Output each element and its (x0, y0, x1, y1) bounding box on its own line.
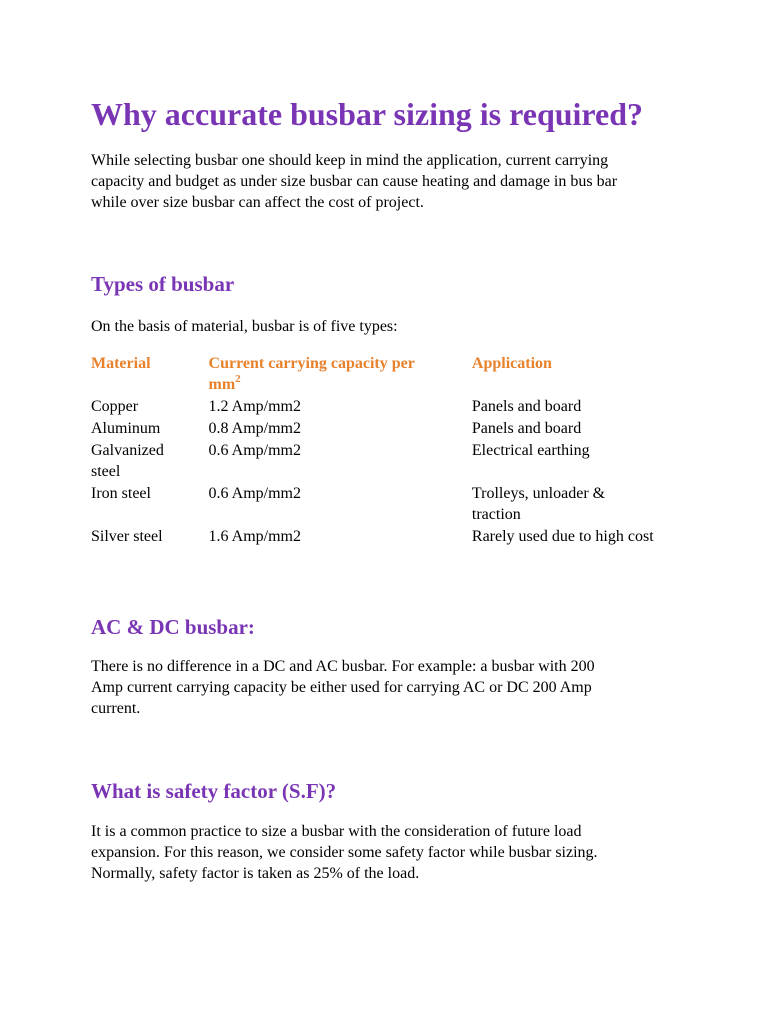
safety-paragraph (91, 821, 691, 884)
intro-line-1: While selecting busbar one should keep in mind the application, current carrying (91, 152, 609, 169)
header-capacity-unit: mm (208, 376, 236, 393)
header-capacity-line-2 (209, 374, 472, 395)
types-heading: Types of busbar (91, 272, 235, 296)
safety-heading: What is safety factor (S.F)? (91, 779, 337, 803)
intro-line-3: while over size busbar can affect the cost of project. (91, 194, 424, 211)
cell-application (472, 483, 691, 526)
table-row (91, 483, 691, 526)
cell-application: Panels and board (471, 398, 582, 415)
table-row (91, 526, 691, 548)
header-material: Material (91, 355, 151, 372)
safety-line-2: expansion. For this reason, we consider some safety factor while busbar sizing. (91, 844, 598, 861)
header-capacity-sup: 2 (235, 372, 241, 385)
cell-application-line-1: Trolleys, unloader & (471, 485, 606, 502)
cell-material: Iron steel (91, 485, 151, 502)
acdc-paragraph (91, 656, 691, 719)
header-capacity (209, 353, 472, 396)
cell-application: Panels and board (471, 420, 582, 437)
cell-capacity: 0.6 Amp/mm2 (208, 442, 301, 459)
types-intro: On the basis of material, busbar is of five types: (91, 318, 398, 335)
cell-material-line-1: Galvanized (91, 442, 164, 459)
cell-capacity: 1.2 Amp/mm2 (208, 398, 301, 415)
cell-application: Rarely used due to high cost (471, 528, 654, 545)
cell-application-line-2: traction (471, 506, 521, 523)
intro-line-2: capacity and budget as under size busbar can cause heating and damage in bus bar (91, 173, 618, 190)
busbar-types-table (91, 353, 691, 548)
cell-material: Copper (91, 398, 139, 415)
table-header-row (91, 353, 691, 396)
acdc-line-1: There is no difference in a DC and AC busbar. For example: a busbar with 200 (91, 658, 595, 675)
acdc-line-2: Amp current carrying capacity be either used for carrying AC or DC 200 Amp (91, 679, 592, 696)
cell-capacity: 0.8 Amp/mm2 (208, 420, 301, 437)
safety-line-1: It is a common practice to size a busbar with the consideration of future load (91, 823, 582, 840)
cell-material: Silver steel (91, 528, 163, 545)
header-capacity-line-1: Current carrying capacity per (208, 355, 415, 372)
safety-line-3: Normally, safety factor is taken as 25% of the load. (91, 865, 420, 882)
cell-material: Aluminum (91, 420, 161, 437)
intro-paragraph (91, 150, 691, 213)
table-row (91, 418, 691, 440)
cell-application: Electrical earthing (471, 442, 590, 459)
acdc-line-3: current. (91, 700, 141, 717)
table-row (91, 396, 691, 418)
cell-material (91, 440, 209, 483)
page-title: Why accurate busbar sizing is required? (91, 96, 644, 132)
cell-capacity: 1.6 Amp/mm2 (208, 528, 301, 545)
cell-capacity: 0.6 Amp/mm2 (208, 485, 301, 502)
header-application: Application (471, 355, 552, 372)
table-row (91, 440, 691, 483)
cell-material-line-2: steel (91, 463, 121, 480)
acdc-heading: AC & DC busbar: (91, 615, 255, 639)
